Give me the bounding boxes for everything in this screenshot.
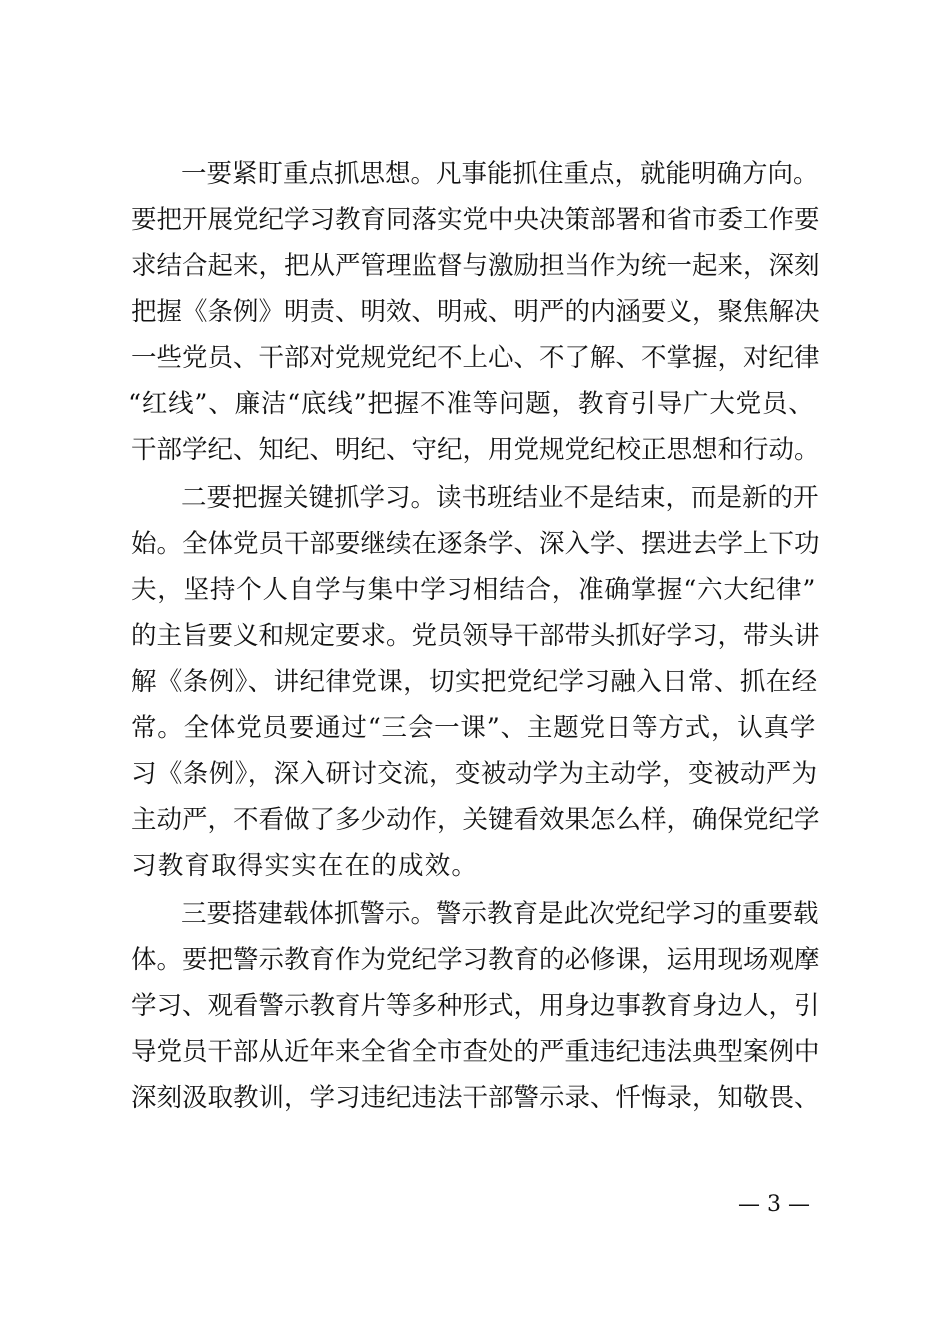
- paragraph-1-line-4: 把握《条例》明责、明效、明戒、明严的内涵要义，聚焦解决: [131, 297, 820, 327]
- paragraph-2-line-8: 主动严，不看做了多少动作，关键看效果怎么样，确保党纪学: [131, 805, 820, 835]
- paragraph-2-line-3: 夫，坚持个人自学与集中学习相结合，准确掌握“六大纪律”: [131, 575, 817, 605]
- paragraph-2-line-7: 习《条例》，深入研讨交流，变被动学为主动学，变被动严为: [131, 759, 818, 789]
- paragraph-1-line-6: “红线”、廉洁“底线”把握不准等问题，教育引导广大党员、: [128, 389, 815, 419]
- paragraph-2-line-2: 始。全体党员干部要继续在逐条学、深入学、摆进去学上下功: [131, 529, 820, 559]
- paragraph-2-line-1: 二要把握关键抓学习。读书班结业不是结束，而是新的开: [181, 483, 819, 513]
- paragraph-3-line-3: 学习、观看警示教育片等多种形式，用身边事教育身边人，引: [131, 991, 820, 1021]
- paragraph-2-line-5: 解《条例》、讲纪律党课，切实把党纪学习融入日常、抓在经: [131, 667, 818, 697]
- paragraph-2-line-6: 常。全体党员要通过“三会一课”、主题党日等方式，认真学: [131, 713, 817, 743]
- paragraph-3-line-5: 深刻汲取教训，学习违纪违法干部警示录、忏悔录，知敬畏、: [131, 1083, 820, 1113]
- paragraph-2-line-4: 的主旨要义和规定要求。党员领导干部带头抓好学习，带头讲: [131, 621, 820, 651]
- paragraph-1-line-7: 干部学纪、知纪、明纪、守纪，用党规党纪校正思想和行动。: [131, 435, 820, 465]
- paragraph-3-line-1: 三要搭建载体抓警示。警示教育是此次党纪学习的重要载: [181, 899, 819, 929]
- page-number: — 3 —: [738, 1192, 810, 1217]
- paragraph-1-line-1: 一要紧盯重点抓思想。凡事能抓住重点，就能明确方向。: [181, 159, 819, 189]
- paragraph-1-line-5: 一些党员、干部对党规党纪不上心、不了解、不掌握，对纪律: [131, 343, 820, 373]
- paragraph-3-line-2: 体。要把警示教育作为党纪学习教育的必修课，运用现场观摩: [131, 945, 820, 975]
- paragraph-1-line-2: 要把开展党纪学习教育同落实党中央决策部署和省市委工作要: [131, 205, 820, 235]
- paragraph-1-line-3: 求结合起来，把从严管理监督与激励担当作为统一起来，深刻: [131, 251, 820, 281]
- paragraph-3-line-4: 导党员干部从近年来全省全市查处的严重违纪违法典型案例中: [131, 1037, 820, 1067]
- paragraph-2-line-9: 习教育取得实实在在的成效。: [131, 851, 479, 881]
